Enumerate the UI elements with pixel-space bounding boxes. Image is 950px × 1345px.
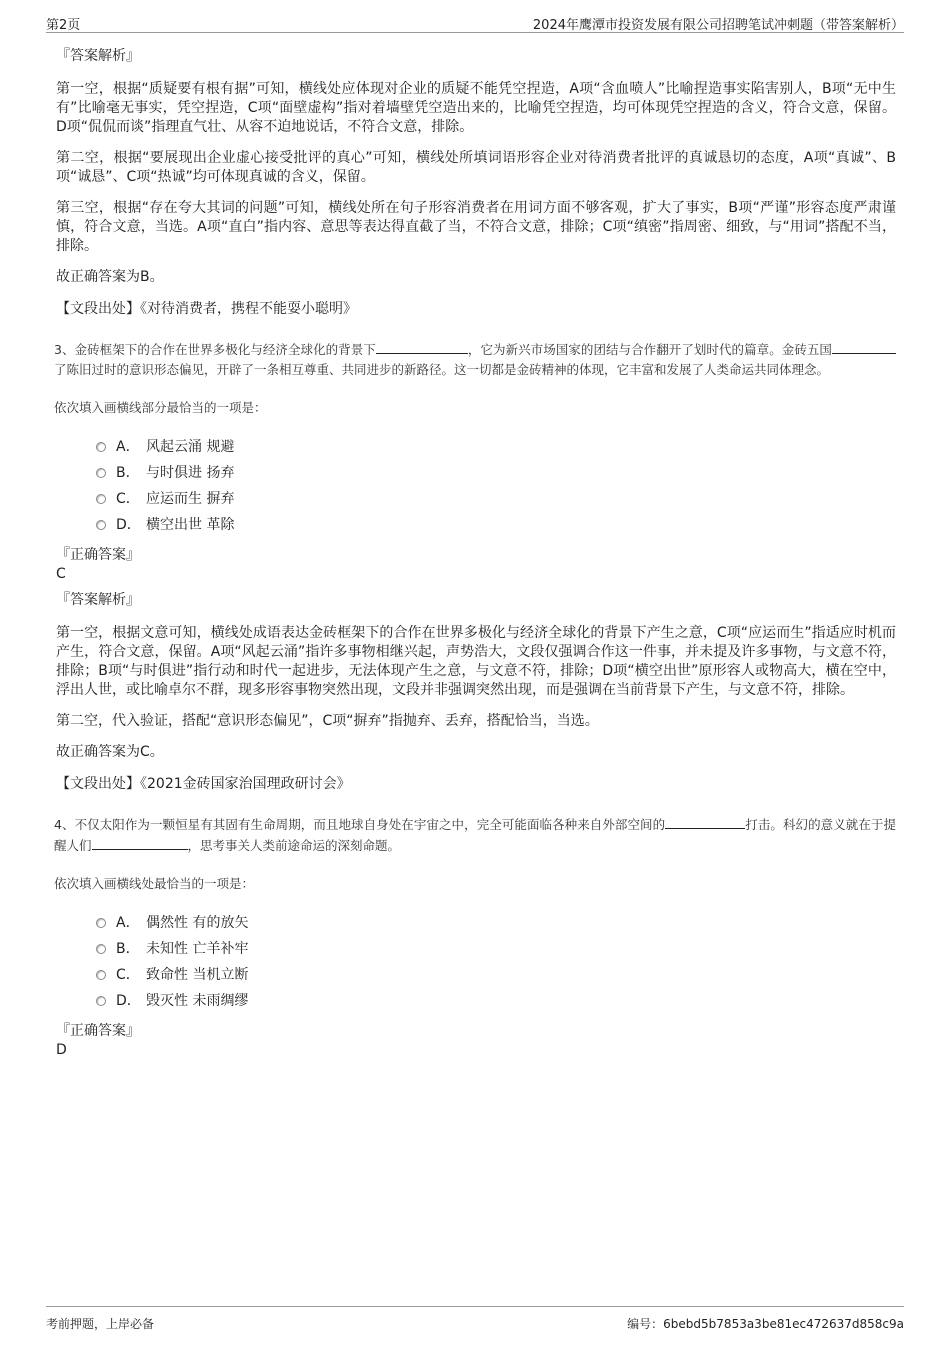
radio-icon[interactable]	[96, 520, 106, 530]
document-id: 编号：6bebd5b7853a3be81ec472637d858c9a	[627, 1317, 904, 1331]
radio-icon[interactable]	[96, 944, 106, 954]
fill-blank	[376, 339, 468, 354]
page-content	[56, 46, 896, 1066]
text-source: 【文段出处】《2021金砖国家治国理政研讨会》	[56, 776, 351, 792]
question-prompt: 依次填入画横线处最恰当的一项是：	[54, 876, 255, 891]
option-d[interactable]: D． 横空出世 革除	[96, 512, 896, 538]
option-list	[96, 434, 896, 538]
analysis-label: 『答案解析』	[56, 48, 140, 64]
option-c[interactable]: C． 致命性 当机立断	[96, 962, 896, 988]
option-a[interactable]: A． 风起云涌 规避	[96, 434, 896, 460]
option-b[interactable]: B． 未知性 亡羊补牢	[96, 936, 896, 962]
correct-answer-label: 『正确答案』	[56, 547, 140, 563]
correct-answer-label: 『正确答案』	[56, 1023, 140, 1039]
fill-blank	[92, 835, 188, 850]
option-d[interactable]: D． 毁灭性 未雨绸缪	[96, 988, 896, 1014]
analysis-paragraph: 第二空，代入验证，搭配“意识形态偏见”，C项“摒弃”指抛弃、丢弃，搭配恰当，当选。	[56, 713, 599, 729]
question-4	[56, 814, 896, 1060]
radio-icon[interactable]	[96, 468, 106, 478]
page-header	[46, 12, 904, 33]
fill-blank	[832, 339, 896, 354]
radio-icon[interactable]	[96, 442, 106, 452]
option-c[interactable]: C． 应运而生 摒弃	[96, 486, 896, 512]
radio-icon[interactable]	[96, 494, 106, 504]
question-3	[56, 339, 896, 794]
analysis-conclusion: 故正确答案为C。	[56, 744, 164, 760]
radio-icon[interactable]	[96, 918, 106, 928]
top-analysis-section	[56, 46, 896, 319]
analysis-label: 『答案解析』	[56, 592, 140, 608]
page-number: 第2页	[46, 18, 81, 33]
analysis-conclusion: 故正确答案为B。	[56, 269, 164, 285]
option-b[interactable]: B． 与时俱进 扬弃	[96, 460, 896, 486]
document-title: 2024年鹰潭市投资发展有限公司招聘笔试冲刺题（带答案解析）	[532, 18, 904, 33]
correct-answer: C	[56, 566, 66, 582]
radio-icon[interactable]	[96, 970, 106, 980]
page-footer	[46, 1306, 904, 1331]
question-stem: 4、不仅太阳作为一颗恒星有其固有生命周期，而且地球自身处在宇宙之中，完全可能面临各种来自外部空间的 打击。科幻的意义就在于提醒人们 ，思考事关人类前途命运的深刻命题。	[54, 814, 896, 856]
analysis-paragraph: 第三空，根据“存在夸大其词的问题”可知，横线处所在句子形容消费者在用词方面不够客观，扩大了事实，B项“严谨”形容态度严肃谨慎，符合文意，当选。A项“直白”指内容、意思等表达得直截了当，不符合文意，排除；C项“缜密”指周密、细致，与“用词”搭配不当，排除。	[56, 200, 896, 254]
text-source: 【文段出处】《对待消费者，携程不能耍小聪明》	[56, 301, 357, 317]
option-list	[96, 910, 896, 1014]
analysis-paragraph: 第二空，根据“要展现出企业虚心接受批评的真心”可知，横线处所填词语形容企业对待消费者批评的真诚恳切的态度，A项“真诚”、B项“诚恳”、C项“热诚”均可体现真诚的含义，保留。	[56, 150, 896, 185]
correct-answer: D	[56, 1042, 67, 1058]
question-stem: 3、金砖框架下的合作在世界多极化与经济全球化的背景下 ，它为新兴市场国家的团结与合作翻开了划时代的篇章。金砖五国了陈旧过时的意识形态偏见，开辟了一条相互尊重、共同进步的新路径。这一切都是金砖精神的体现，它丰富和发展了人类命运共同体理念。	[54, 339, 896, 380]
analysis-paragraph: 第一空，根据“质疑要有根有据”可知，横线处应体现对企业的质疑不能凭空捏造，A项“含血喷人”比喻捏造事实陷害别人，B项“无中生有”比喻毫无事实，凭空捏造，C项“面壁虚构”指对着墙壁凭空造出来的，比喻凭空捏造，均可体现凭空捏造的含义，符合文意，保留。D项“侃侃而谈”指理直气壮、从容不迫地说话，不符合文意，排除。	[56, 81, 896, 135]
radio-icon[interactable]	[96, 996, 106, 1006]
analysis-paragraph: 第一空，根据文意可知，横线处成语表达金砖框架下的合作在世界多极化与经济全球化的背景下产生之意，C项“应运而生”指适应时机而产生，符合文意，保留。A项“风起云涌”指许多事物相继兴起，声势浩大，文段仅强调合作这一件事，并未提及许多事物，与文意不符，排除；B项“与时俱进”指行动和时代一起进步，无法体现产生之意，与文意不符，排除；D项“横空出世”原形容人或物高大，横在空中，浮出人世，或比喻卓尔不群，现多形容事物突然出现，文段并非强调突然出现，而是强调在当前背景下产生，与文意不符，排除。	[56, 625, 896, 698]
footer-slogan: 考前押题，上岸必备	[46, 1317, 155, 1331]
question-prompt: 依次填入画横线部分最恰当的一项是：	[54, 400, 267, 415]
option-a[interactable]: A． 偶然性 有的放矢	[96, 910, 896, 936]
fill-blank	[665, 814, 745, 829]
